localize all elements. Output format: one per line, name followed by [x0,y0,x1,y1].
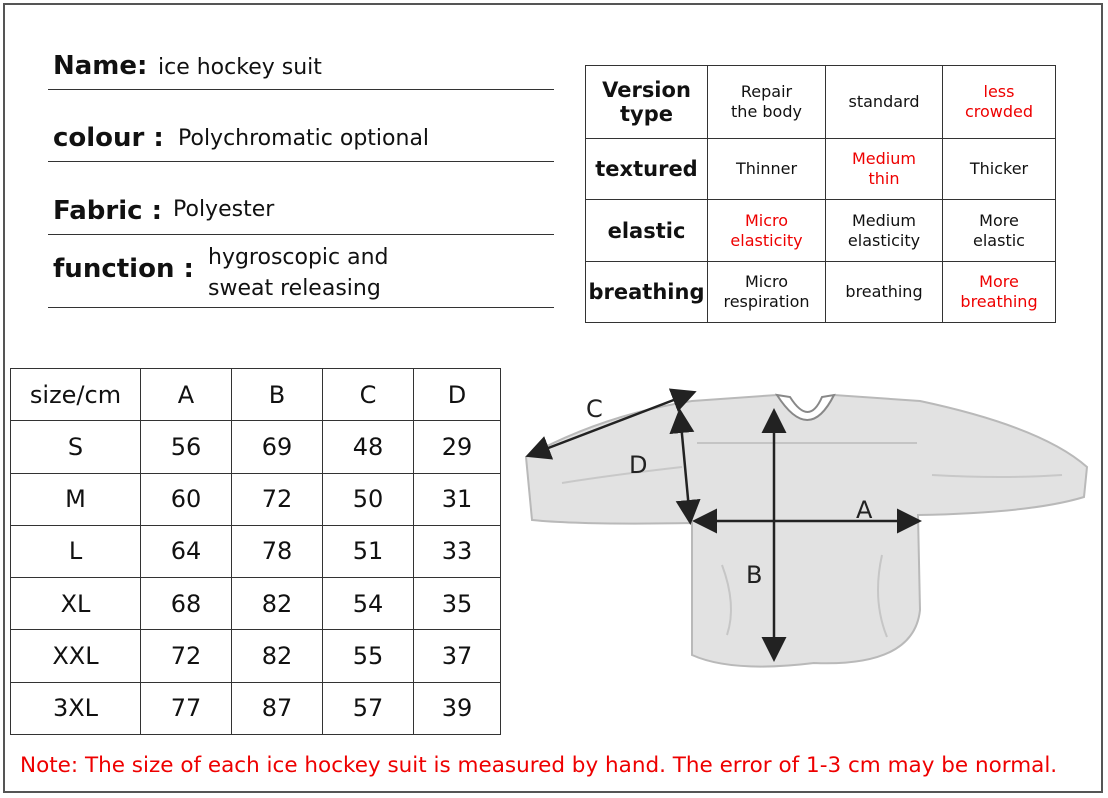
size-cell: 82 [232,630,323,682]
version-row-breathing [586,261,1056,322]
size-row [11,630,501,682]
version-cell: Micro respiration [708,261,826,322]
size-cell: 82 [232,578,323,630]
size-cell: 68 [141,578,232,630]
spec-function-line2: sweat releasing [208,276,381,301]
version-table [585,65,1056,323]
spec-name-key: Name: [53,51,148,81]
size-table [10,368,501,735]
version-cell: standard [826,66,943,139]
version-row-elastic [586,200,1056,261]
size-header: size/cm [11,369,141,421]
spec-fabric-value: Polyester [173,197,275,222]
size-cell: XL [11,578,141,630]
version-cell: breathing [826,261,943,322]
version-cell: More elastic [943,200,1056,261]
jersey-shape [526,395,1087,667]
spec-name-value: ice hockey suit [158,55,322,80]
size-row [11,421,501,473]
version-row-header: textured [586,139,708,200]
version-cell-highlight: less crowded [943,66,1056,139]
version-cell-highlight: Medium thin [826,139,943,200]
size-cell: 77 [141,682,232,734]
spec-function-key: function : [53,254,194,284]
size-row [11,473,501,525]
version-cell: Medium elasticity [826,200,943,261]
version-row-header: breathing [586,261,708,322]
size-cell: 60 [141,473,232,525]
size-cell: 29 [414,421,501,473]
version-cell: Thicker [943,139,1056,200]
size-cell: 31 [414,473,501,525]
size-cell: M [11,473,141,525]
version-row-header: elastic [586,200,708,261]
size-cell: 50 [323,473,414,525]
size-cell: 37 [414,630,501,682]
size-cell: 69 [232,421,323,473]
size-cell: 78 [232,525,323,577]
size-cell: XXL [11,630,141,682]
measurement-note: Note: The size of each ice hockey suit is measured by hand. The error of 1-3 cm may be normal. [20,753,1058,778]
size-cell: 57 [323,682,414,734]
spec-function-value [208,242,458,304]
spec-name [48,48,554,90]
size-cell: S [11,421,141,473]
label-b: B [746,561,763,589]
size-header: C [323,369,414,421]
spec-fabric-key: Fabric : [53,196,162,226]
spec-colour [48,117,554,162]
version-cell-highlight: Micro elasticity [708,200,826,261]
size-cell: 56 [141,421,232,473]
label-d: D [629,451,648,479]
label-a: A [856,496,873,524]
size-cell: 72 [232,473,323,525]
size-cell: 48 [323,421,414,473]
spec-colour-value: Polychromatic optional [178,126,430,151]
size-cell: 54 [323,578,414,630]
size-header: A [141,369,232,421]
version-row-type [586,66,1056,139]
size-cell: 3XL [11,682,141,734]
size-cell: 39 [414,682,501,734]
size-cell: 51 [323,525,414,577]
jersey-diagram [522,375,1094,690]
size-row [11,682,501,734]
size-cell: 35 [414,578,501,630]
size-cell: 72 [141,630,232,682]
version-cell: Thinner [708,139,826,200]
label-c: C [586,395,603,423]
spec-fabric [48,188,554,235]
spec-colour-key: colour : [53,123,164,153]
size-header-row [11,369,501,421]
size-row [11,525,501,577]
version-row-textured [586,139,1056,200]
version-cell-highlight: More breathing [943,261,1056,322]
spec-function-line1: hygroscopic and [208,245,389,270]
size-cell: 55 [323,630,414,682]
size-cell: 33 [414,525,501,577]
size-header: B [232,369,323,421]
size-cell: L [11,525,141,577]
spec-function [48,240,554,308]
version-row-header: Version type [586,66,708,139]
size-cell: 87 [232,682,323,734]
size-header: D [414,369,501,421]
size-cell: 64 [141,525,232,577]
size-row [11,578,501,630]
version-cell: Repair the body [708,66,826,139]
